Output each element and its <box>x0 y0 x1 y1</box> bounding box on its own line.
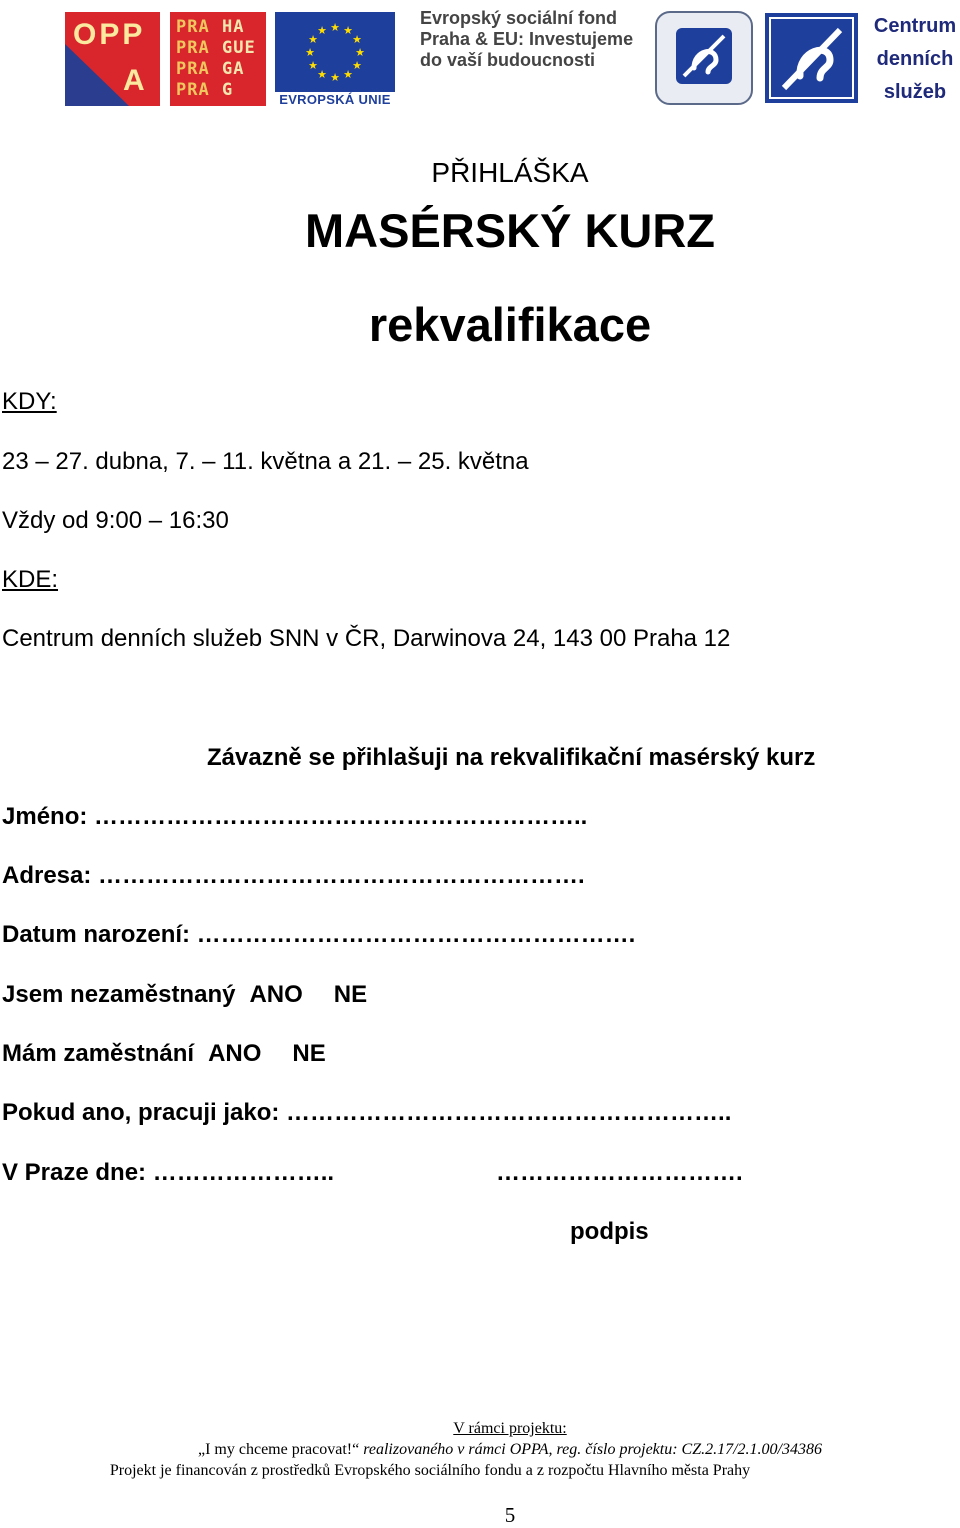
employed-row <box>2 1040 326 1068</box>
esf-logo-line: Evropský sociální fond <box>420 8 618 28</box>
svg-text:★: ★ <box>317 24 327 37</box>
svg-text:★: ★ <box>305 46 315 59</box>
unemployed-yes-option: ANO <box>249 981 303 1008</box>
prague-logo-cell: PRA <box>176 59 210 79</box>
svg-text:★: ★ <box>352 33 362 46</box>
unemployed-no-option: NE <box>333 981 368 1008</box>
svg-text:★: ★ <box>343 24 353 37</box>
unemployed-row <box>2 981 367 1009</box>
prague-logo-cell: PRA <box>176 80 210 100</box>
declaration-text: Závazně se přihlašuji na rekvalifikační masérský kurz <box>207 744 816 771</box>
employed-label: Mám zaměstnání <box>2 1040 195 1067</box>
svg-text:★: ★ <box>343 68 353 81</box>
centrum-logo-text <box>870 10 960 109</box>
centrum-logo-line: služeb <box>883 81 947 103</box>
employed-no-option: NE <box>292 1040 326 1067</box>
oppa-logo <box>65 12 160 106</box>
form-label: PŘIHLÁŠKA <box>431 157 589 188</box>
svg-text:★: ★ <box>355 46 365 59</box>
employed-yes-option: ANO <box>208 1040 262 1067</box>
oppa-logo-text: OPP <box>73 18 146 51</box>
snn-seal-logo <box>654 10 754 106</box>
course-time: Vždy od 9:00 – 16:30 <box>2 507 229 534</box>
svg-text:★: ★ <box>308 33 318 46</box>
eu-flag-logo <box>275 12 395 106</box>
birth-date-field: Datum narození: ………………………………………………. <box>2 921 636 948</box>
place-date-field: V Praze dne: ………………….. <box>2 1159 335 1186</box>
where-label: KDE: <box>2 566 59 593</box>
course-address: Centrum denních služeb SNN v ČR, Darwinova 24, 143 00 Praha 12 <box>2 625 731 652</box>
svg-text:★: ★ <box>330 71 340 84</box>
svg-text:★: ★ <box>317 68 327 81</box>
esf-logo-line: Praha & EU: Investujeme <box>420 29 634 49</box>
svg-text:★: ★ <box>330 21 340 34</box>
address-field: Adresa: ……………………………………………………. <box>2 862 585 889</box>
page-number: 5 <box>504 1503 516 1527</box>
centrum-logo-line: Centrum <box>873 15 957 37</box>
name-field: Jméno: …………………………………………………….. <box>2 803 588 830</box>
centrum-logo-line: denních <box>876 48 954 70</box>
prague-logo <box>170 12 266 106</box>
esf-logo-line: do vaší budoucnosti <box>420 50 596 70</box>
esf-logo-text <box>420 8 645 71</box>
prague-logo-cell: PRA <box>176 38 210 58</box>
svg-text:★: ★ <box>308 59 318 72</box>
eu-flag-icon <box>275 12 395 92</box>
footer-project-line <box>0 1441 960 1459</box>
when-label: KDY: <box>2 388 57 415</box>
oppa-logo-text-2: A <box>123 64 145 97</box>
course-dates: 23 – 27. dubna, 7. – 11. května a 21. – 25. května <box>2 448 529 475</box>
hearing-impaired-icon <box>764 12 859 104</box>
course-title: MASÉRSKÝ KURZ <box>305 204 715 257</box>
prague-logo-cell: GA <box>222 59 245 79</box>
footer-funding: Projekt je financován z prostředků Evropského sociálního fondu a z rozpočtu Hlavního města Prahy <box>109 1462 751 1479</box>
unemployed-label: Jsem nezaměstnaný <box>2 981 236 1008</box>
prague-logo-cell: PRA <box>176 17 210 37</box>
prague-logo-cell: GUE <box>222 38 256 58</box>
svg-text:★: ★ <box>352 59 362 72</box>
eu-logo-label: EVROPSKÁ UNIE <box>279 92 391 107</box>
signature-line: …………………………. <box>496 1159 743 1186</box>
course-subtitle: rekvalifikace <box>368 298 652 351</box>
footer-project-details: realizovaného v rámci OPPA, reg. číslo projektu: CZ.2.17/2.1.00/34386 <box>359 1441 822 1458</box>
signature-label: podpis <box>570 1218 649 1245</box>
prague-logo-cell: G <box>222 80 234 100</box>
job-field: Pokud ano, pracuji jako: ……………………………………………….. <box>2 1099 732 1126</box>
prague-logo-cell: HA <box>222 17 245 37</box>
footer-project-heading: V rámci projektu: <box>453 1420 567 1437</box>
footer-project-name: „I my chceme pracovat!“ <box>198 1441 360 1458</box>
